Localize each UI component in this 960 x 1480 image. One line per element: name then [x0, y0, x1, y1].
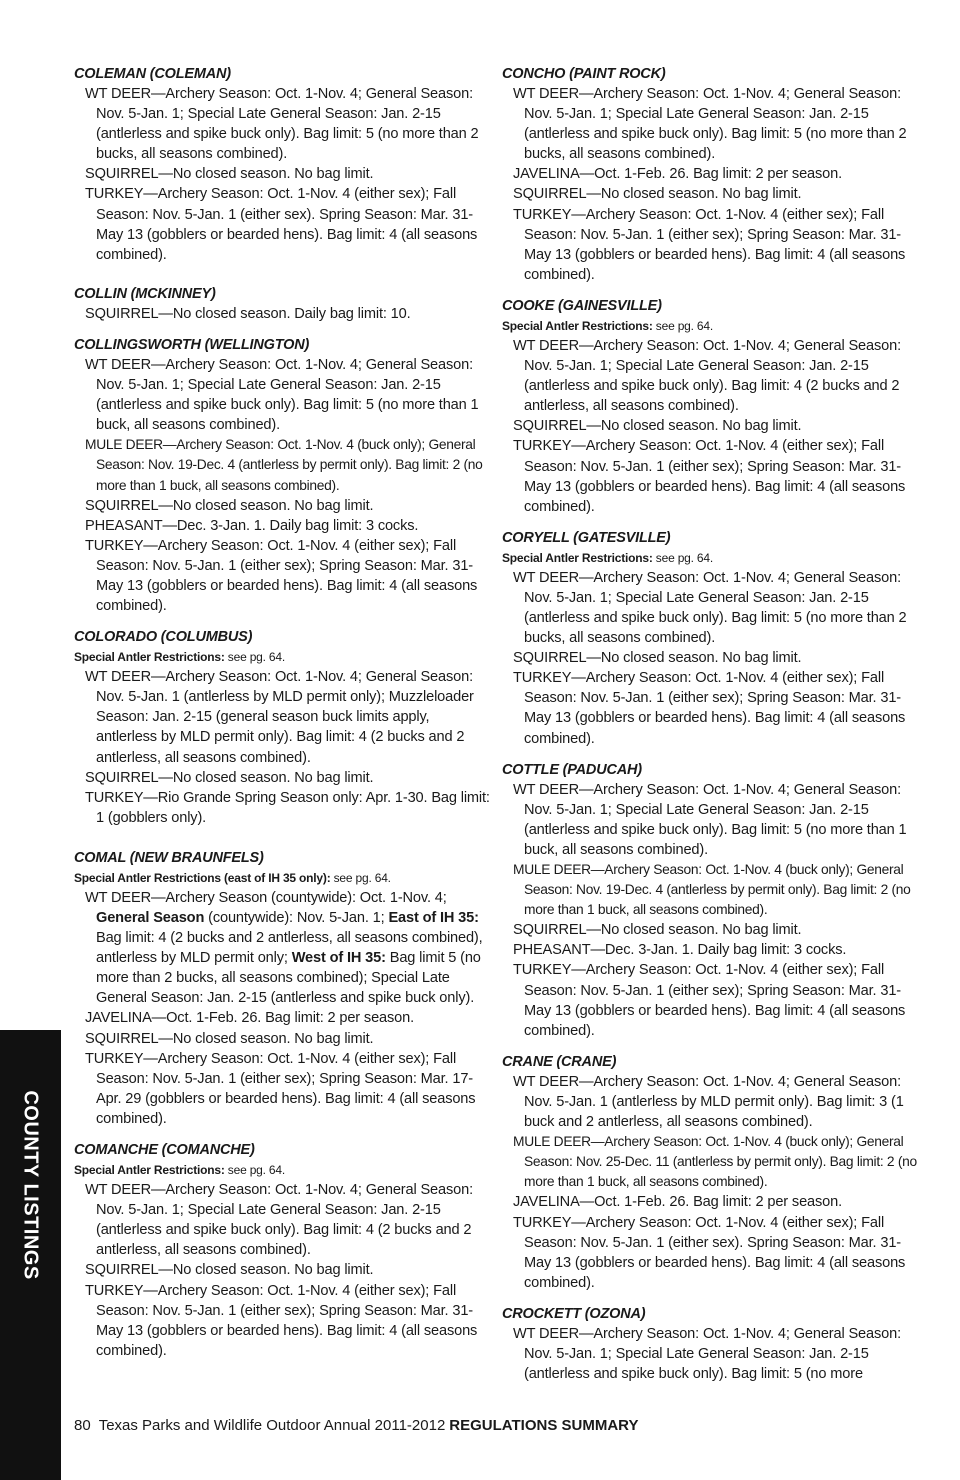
antler-restriction-note [74, 1160, 494, 1180]
regulation-entry [74, 888, 494, 1009]
regulation-entry: WT DEER—Archery Season: Oct. 1-Nov. 4; General Season: Nov. 5-Jan. 1; Special Late General Season: Jan. 2-15 (antlerless and spike buck only). Bag limit: 5 (no more than 2 bucks, all seasons combined). [513, 569, 907, 647]
regulation-entry: WT DEER—Archery Season: Oct. 1-Nov. 4; General Season: Nov. 5-Jan. 1; Special Late General Season: Jan. 2-15 (antlerless and spike buck only). Bag limit: 4 (2 bucks and 2 antlerless, all seasons combined). [85, 1182, 473, 1259]
county-concho [502, 64, 922, 285]
restriction-text: see pg. 64. [652, 318, 713, 333]
entry-emphasis: East of IH 35: [388, 910, 479, 926]
regulation-entry: JAVELINA—Oct. 1-Feb. 26. Bag limit: 2 per season. [513, 1194, 842, 1211]
regulation-entry: WT DEER—Archery Season: Oct. 1-Nov. 4; General Season: Nov. 5-Jan. 1; Special Late General Season: Jan. 2-15 (antlerless and spike buck only). Bag limit: 5 (no more than 1 buck, all seasons combined). [85, 356, 479, 434]
county-name: COOKE (GAINESVILLE) [502, 297, 662, 314]
county-name: CORYELL (GATESVILLE) [502, 529, 671, 546]
regulation-entry: SQUIRREL—No closed season. No bag limit. [513, 922, 802, 939]
regulation-entry: SQUIRREL—No closed season. No bag limit. [85, 166, 374, 183]
regulation-entry: WT DEER—Archery Season: Oct. 1-Nov. 4; General Season: Nov. 5-Jan. 1 (antlerless by MLD permit only); Muzzleloader Season: Jan. 2-15 (general season buck limits apply, antlerless by MLD permit only). Bag limit: 4 (2 bucks and 2 antlerless, all seasons combined). [85, 669, 474, 766]
county-coryell [502, 528, 922, 749]
right-column [502, 64, 922, 1395]
page-footer [74, 1416, 638, 1436]
publication-title: Texas Parks and Wildlife Outdoor Annual 2011-2012 [98, 1417, 446, 1434]
restriction-label: Special Antler Restrictions (east of IH 35 only): [74, 870, 331, 885]
antler-restriction-note [502, 316, 922, 336]
regulation-entry: TURKEY—Archery Season: Oct. 1-Nov. 4 (either sex); Fall Season: Nov. 5-Jan. 1 (either sex); Spring Season: Mar. 31-May 13 (gobblers or bearded hens). Bag limit: 4 (all seasons combined). [513, 206, 906, 283]
regulation-entry: SQUIRREL—No closed season. No bag limit. [85, 1030, 374, 1047]
restriction-label: Special Antler Restrictions: [74, 1163, 225, 1178]
county-name: COTTLE (PADUCAH) [502, 761, 642, 778]
restriction-label: Special Antler Restrictions: [502, 318, 653, 333]
county-cottle [502, 760, 922, 1041]
regulation-entry: SQUIRREL—No closed season. No bag limit. [513, 650, 802, 667]
regulation-entry: MULE DEER—Archery Season: Oct. 1-Nov. 4 (buck only); General Season: Nov. 19-Dec. 4 (antlerless by permit only). Bag limit: 2 (no more than 1 buck, all seasons combined). [513, 862, 911, 918]
regulation-entry: TURKEY—Archery Season: Oct. 1-Nov. 4 (either sex); Fall Season: Nov. 5-Jan. 1 (either sex); Spring Season: Mar. 17-Apr. 29 (gobblers or bearded hens). Bag limit: 4 (all seasons combined). [85, 1050, 476, 1127]
county-crane [502, 1052, 922, 1293]
regulation-entry: JAVELINA—Oct. 1-Feb. 26. Bag limit: 2 per season. [85, 1010, 414, 1027]
county-colorado [74, 627, 494, 828]
entry-text: Bag limit 5 (no more than 2 bucks, all seasons combined); Special Late General Season: Jan. 2-15 (antlerless and spike buck only). [96, 950, 481, 1007]
side-tab-label: COUNTY LISTINGS [19, 1090, 42, 1280]
page-number: 80 [74, 1417, 91, 1434]
regulation-entry: WT DEER—Archery Season: Oct. 1-Nov. 4; General Season: Nov. 5-Jan. 1; Special Late General Season: Jan. 2-15 (antlerless and spike buck only). Bag limit: 5 (no more [513, 1325, 901, 1383]
county-comanche [74, 1140, 494, 1361]
regulation-entry: MULE DEER—Archery Season: Oct. 1-Nov. 4 (buck only); General Season: Nov. 19-Dec. 4 (antlerless by permit only). Bag limit: 2 (no more than 1 buck, all seasons combined). [85, 437, 483, 493]
restriction-label: Special Antler Restrictions: [74, 650, 225, 665]
regulation-entry: TURKEY—Archery Season: Oct. 1-Nov. 4 (either sex); Fall Season: Nov. 5-Jan. 1 (either sex); Spring Season: Mar. 31-May 13 (gobblers or bearded hens). Bag limit: 4 (all seasons combined). [85, 537, 478, 615]
restriction-text: see pg. 64. [224, 1163, 285, 1178]
regulation-entry: SQUIRREL—No closed season. No bag limit. [85, 1262, 374, 1279]
county-name: COLEMAN (COLEMAN) [74, 66, 231, 82]
county-name: CONCHO (PAINT ROCK) [502, 66, 666, 82]
county-name: CROCKETT (OZONA) [502, 1305, 646, 1322]
regulation-entry: TURKEY—Rio Grande Spring Season only: Apr. 1-30. Bag limit: 1 (gobblers only). [85, 789, 490, 826]
county-name: COMAL (NEW BRAUNFELS) [74, 849, 264, 866]
regulation-entry: PHEASANT—Dec. 3-Jan. 1. Daily bag limit: 3 cocks. [85, 517, 419, 534]
regulation-entry: TURKEY—Archery Season: Oct. 1-Nov. 4 (either sex); Fall Season: Nov. 5-Jan. 1 (either sex). Spring Season: Mar. 31-May 13 (gobblers or bearded hens). Bag limit: 4 (all seasons combined). [85, 186, 478, 263]
regulation-entry: TURKEY—Archery Season: Oct. 1-Nov. 4 (either sex); Fall Season: Nov. 5-Jan. 1 (either sex); Spring Season: Mar. 31-May 13 (gobblers or bearded hens). Bag limit: 4 (all seasons combined). [85, 1282, 478, 1359]
county-crockett [502, 1304, 922, 1384]
regulation-entry: JAVELINA—Oct. 1-Feb. 26. Bag limit: 2 per season. [513, 166, 842, 183]
entry-emphasis: General Season [96, 910, 205, 926]
antler-restriction-note [74, 868, 494, 888]
entry-text: (countywide): Nov. 5-Jan. 1; [204, 910, 389, 926]
regulation-entry: WT DEER—Archery Season: Oct. 1-Nov. 4; General Season: Nov. 5-Jan. 1; Special Late General Season: Jan. 2-15 (antlerless and spike buck only). Bag limit: 5 (no more than 2 bucks, all seasons combined). [513, 86, 907, 163]
county-name: COMANCHE (COMANCHE) [74, 1142, 255, 1159]
county-name: COLLINGSWORTH (WELLINGTON) [74, 336, 310, 353]
entry-text: WT DEER—Archery Season (countywide): Oct. 1-Nov. 4; [85, 889, 447, 906]
regulation-entry: PHEASANT—Dec. 3-Jan. 1. Daily bag limit: 3 cocks. [513, 942, 847, 959]
restriction-label: Special Antler Restrictions: [502, 550, 653, 565]
restriction-text: see pg. 64. [224, 650, 285, 665]
county-coleman [74, 64, 494, 265]
restriction-text: see pg. 64. [652, 550, 713, 565]
regulation-entry: TURKEY—Archery Season: Oct. 1-Nov. 4 (either sex); Fall Season: Nov. 5-Jan. 1 (either sex); Spring Season: Mar. 31-May 13 (gobblers or bearded hens). Bag limit: 4 (all seasons combined). [513, 962, 906, 1039]
regulation-entry: TURKEY—Archery Season: Oct. 1-Nov. 4 (either sex); Fall Season: Nov. 5-Jan. 1 (either sex); Spring Season: Mar. 31-May 13 (gobblers or bearded hens). Bag limit: 4 (all seasons combined). [513, 670, 906, 747]
county-name: CRANE (CRANE) [502, 1053, 617, 1070]
regulation-entry: SQUIRREL—No closed season. Daily bag limit: 10. [85, 305, 411, 322]
entry-emphasis: West of IH 35: [291, 950, 386, 967]
regulation-entry: WT DEER—Archery Season: Oct. 1-Nov. 4; General Season: Nov. 5-Jan. 1; Special Late General Season: Jan. 2-15 (antlerless and spike buck only). Bag limit: 5 (no more than 1 buck, all seasons combined). [513, 781, 907, 858]
regulation-entry: TURKEY—Archery Season: Oct. 1-Nov. 4 (either sex); Fall Season: Nov. 5-Jan. 1 (either sex); Spring Season: Mar. 31-May 13 (gobblers or bearded hens). Bag limit: 4 (all seasons combined). [513, 438, 906, 515]
restriction-text: see pg. 64. [330, 870, 391, 885]
regulation-entry: TURKEY—Archery Season: Oct. 1-Nov. 4 (either sex); Fall Season: Nov. 5-Jan. 1 (either sex). Spring Season: Mar. 31-May 13 (gobblers or bearded hens). Bag limit: 4 (all seasons combined). [513, 1214, 906, 1291]
regulation-entry: MULE DEER—Archery Season: Oct. 1-Nov. 4 (buck only); General Season: Nov. 25-Dec. 11 (antlerless by permit only). Bag limit: 2 (no more than 1 buck, all seasons combined). [513, 1134, 917, 1190]
section-title: REGULATIONS SUMMARY [449, 1417, 639, 1434]
regulation-entry: SQUIRREL—No closed season. No bag limit. [85, 769, 374, 786]
regulation-entry: WT DEER—Archery Season: Oct. 1-Nov. 4; General Season: Nov. 5-Jan. 1; Special Late General Season: Jan. 2-15 (antlerless and spike buck only). Bag limit: 5 (no more than 2 bucks, all seasons combined). [85, 86, 479, 163]
regulation-entry: SQUIRREL—No closed season. No bag limit. [513, 418, 802, 435]
county-name: COLLIN (MCKINNEY) [74, 285, 216, 302]
county-name: COLORADO (COLUMBUS) [74, 629, 253, 646]
regulation-entry: SQUIRREL—No closed season. No bag limit. [85, 497, 374, 514]
entry-text: Bag limit: 4 (2 bucks and 2 antlerless, all seasons combined), antlerless by MLD permit only; [96, 930, 483, 967]
left-column [74, 64, 494, 1372]
county-cooke [502, 296, 922, 517]
antler-restriction-note [502, 548, 922, 568]
county-comal [74, 848, 494, 1129]
county-collin [74, 284, 494, 324]
county-collingsworth [74, 335, 494, 616]
regulation-entry: WT DEER—Archery Season: Oct. 1-Nov. 4; General Season: Nov. 5-Jan. 1 (antlerless by MLD permit only). Bag limit: 3 (1 buck and 2 antlerless, all seasons combined). [513, 1073, 904, 1131]
regulation-entry: SQUIRREL—No closed season. No bag limit. [513, 186, 802, 203]
regulation-entry: WT DEER—Archery Season: Oct. 1-Nov. 4; General Season: Nov. 5-Jan. 1; Special Late General Season: Jan. 2-15 (antlerless and spike buck only). Bag limit: 4 (2 bucks and 2 antlerless, all seasons combined). [513, 337, 901, 415]
antler-restriction-note [74, 647, 494, 667]
